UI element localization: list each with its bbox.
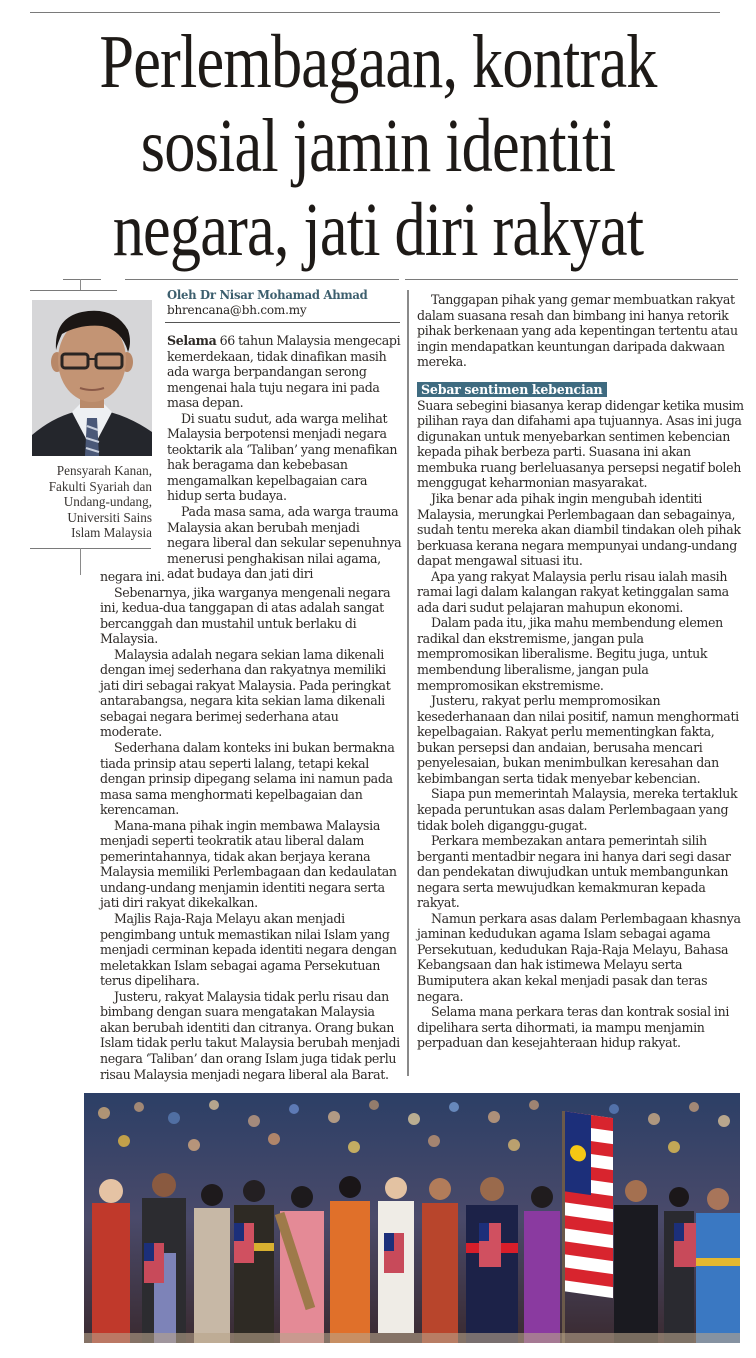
paragraph: Suara sebegini biasanya kerap didengar ketika musim pilihan raya dan difahami apa tujuannya. Asas ini juga digunakan untuk menyebarkan sentimen kebencian kepada pihak berbeza parti. Suasana ini akan membuka ruang berleluasanya persepsi negatif boleh menggugat keharmonian masyarakat. — [417, 397, 744, 491]
caption-rule — [30, 548, 151, 549]
paragraph: Mana-mana pihak ingin membawa Malaysia menjadi seperti teokratik atau liberal dalam pemerintahannya, tidak akan berjaya kerana Malaysia memiliki Perlembagaan dan kedaulatan undang-undang menjamin identiti negara serta jati diri rakyat dikekalkan. — [100, 817, 397, 911]
paragraph: Namun perkara asas dalam Perlembagaan khasnya jaminan kedudukan agama Islam sebagai agama Persekutuan, kedudukan Raja-Raja Melayu, Bahasa Kebangsaan dan hak istimewa Melayu serta Bumiputera akan kekal menjadi pasak dan teras negara. — [417, 910, 741, 1004]
paragraph: Tanggapan pihak yang gemar membuatkan rakyat dalam suasana resah dan bimbang ini hanya retorik pihak berkenaan yang ada kepentingan tertentu atau ingin mendapatkan keuntungan daripada dakwaan mereka. — [417, 292, 738, 370]
parade-photo-illustration — [84, 1093, 740, 1343]
paragraph: Siapa pun memerintah Malaysia, mereka tertakluk kepada peruntukan asas dalam Perlembagaan yang tidak boleh diganggu-gugat. — [417, 786, 738, 833]
column-1-bottom — [100, 569, 402, 1082]
paragraph — [167, 333, 403, 411]
paragraph: Sebenarnya, jika warganya mengenali negara ini, kedua-dua tanggapan di atas adalah sangat bercanggah dan mustahil untuk berlaku di Malaysia. — [100, 584, 391, 647]
byline-rule — [165, 322, 400, 323]
column-2 — [417, 292, 747, 1051]
caption-line: Undang-undang, — [63, 494, 152, 510]
column-divider — [407, 290, 409, 1076]
paragraph: Sederhana dalam konteks ini bukan bermakna tiada prinsip atau seperti lalang, tetapi kekal dengan prinsip dipegang selama ini namun pada masa sama menghormati kepelbagaian dan kerencaman. — [100, 740, 395, 818]
paragraph: Selama mana perkara teras dan kontrak sosial ini dipelihara serta dihormati, ia mampu menjamin perpaduan dan kesejahteraan hidup rakyat. — [417, 1004, 730, 1051]
paragraph: Justeru, rakyat Malaysia tidak perlu risau dan bimbang dengan suara mengatakan Malaysia akan berubah identiti dan citranya. Orang bukan Islam tidak perlu takut Malaysia berubah menjadi negara ‘Taliban’ dan orang Islam juga tidak perlu risau Malaysia menjadi negara liberal ala Barat. — [100, 988, 400, 1082]
paragraph: Jika benar ada pihak ingin mengubah identiti Malaysia, merungkai Perlembagaan dan sebagainya, sudah tentu mereka akan diambil tindakan oleh pihak berkuasa kerana negara mempunyai undang-undang dapat mengawal situasi itu. — [417, 491, 741, 569]
paragraph: Justeru, rakyat perlu mempromosikan kesederhanaan dan nilai positif, namun menghormati kepelbagaian. Rakyat perlu mementingkan fakta, bukan persepsi dan andaian, berusaha mencari penyelesaian, bukan menimbulkan keresahan dan kebimbangan serta tidak menyebar kebencian. — [417, 693, 739, 786]
parade-photo — [84, 1093, 740, 1343]
headline — [0, 20, 756, 272]
paragraph: Malaysia adalah negara sekian lama dikenali dengan imej sederhana dan rakyatnya memiliki jati diri sebagai rakyat Malaysia. Pada peringkat antarabangsa, negara kita sekian lama dikenali sebagai negara berimej sederhana atau moderate. — [100, 646, 391, 740]
caption-line: Pensyarah Kanan, — [56, 463, 152, 478]
caption-tick — [80, 548, 81, 575]
paragraph-text: 66 tahun Malaysia mengecapi kemerdekaan, tidak dinafikan masih ada warga berpandangan serong mengenai hala tuju negara ini pada masa depan. — [167, 333, 401, 411]
headline-line-1: Perlembagaan, kontrak — [99, 20, 657, 104]
rule-left-lower — [30, 290, 117, 291]
author-photo-illustration — [32, 300, 152, 456]
column-1-top — [167, 333, 403, 582]
paragraph: Apa yang rakyat Malaysia perlu risau ialah masih ramai lagi dalam kalangan rakyat ketinggalan sama ada dari sudut pelajaran mahupun ekonomi. — [417, 568, 729, 615]
rule-left-upper — [63, 279, 101, 280]
top-rule — [30, 12, 720, 13]
byline: Oleh Dr Nisar Mohamad Ahmad — [167, 287, 368, 302]
paragraph: negara ini. — [100, 569, 165, 584]
caption-line: Islam Malaysia — [71, 525, 152, 541]
paragraph: Majlis Raja-Raja Melayu akan menjadi pengimbang untuk memastikan nilai Islam yang menjadi cerminan kepada identiti negara dengan meletakkan Islam sebagai agama Persekutuan terus dipelihara. — [100, 911, 397, 989]
rule-middle — [125, 279, 399, 280]
headline-line-2: sosial jamin identiti — [140, 104, 616, 188]
paragraph: Di suatu sudut, ada warga melihat Malaysia berpotensi menjadi negara teoktarik ala ‘Taliban’ yang menafikan hak beragama dan kebebasan mengamalkan kepelbagaian cara hidup serta budaya. — [167, 410, 398, 504]
paragraph: Pada masa sama, ada warga trauma Malaysia akan berubah menjadi negara liberal dan sekular sepenuhnya menerusi penghakisan nilai agama, adat budaya dan jati diri — [167, 504, 402, 582]
caption-line: Universiti Sains — [67, 509, 152, 525]
headline-line-3: negara, jati diri rakyat — [112, 188, 644, 272]
rule-right — [405, 279, 738, 280]
caption-line: Fakulti Syariah dan — [48, 478, 152, 494]
author-portrait — [32, 300, 152, 456]
paragraph: Dalam pada itu, jika mahu membendung elemen radikal dan ekstremisme, jangan pula mempromosikan liberalisme. Begitu juga, untuk membendung liberalisme, jangan pula mempromosikan ekstremisme. — [417, 615, 723, 693]
author-caption — [28, 463, 152, 541]
subheading: Sebar sentimen kebencian — [417, 382, 607, 397]
rule-left-tick — [80, 279, 81, 290]
author-email[interactable]: bhrencana@bh.com.my — [167, 303, 307, 317]
lead-word: Selama — [167, 333, 217, 348]
paragraph: Perkara membezakan antara pemerintah silih berganti mentadbir negara ini hanya dari segi dasar dan pendekatan diwujudkan untuk membangunkan negara serta mewujudkan kemakmuran kepada rakyat. — [417, 833, 731, 911]
